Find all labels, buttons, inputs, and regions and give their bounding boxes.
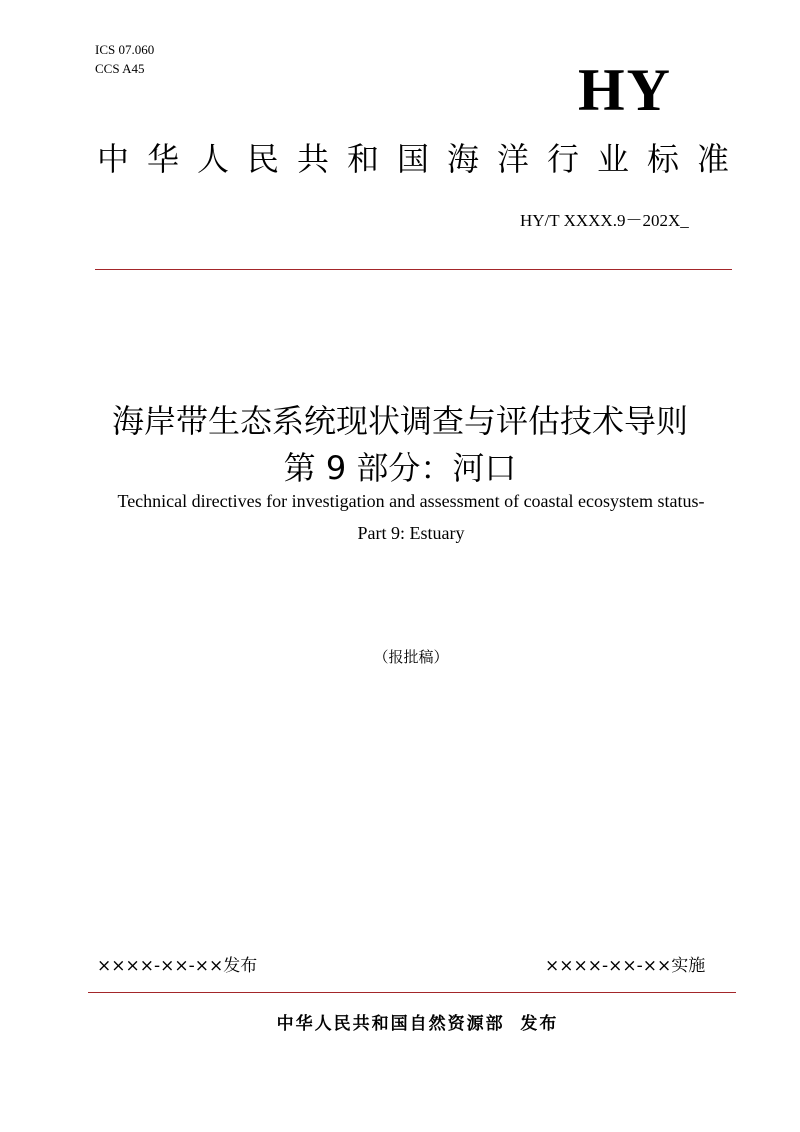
ics-code: ICS 07.060 bbox=[95, 42, 155, 57]
top-divider bbox=[95, 269, 732, 270]
ccs-code: CCS A45 bbox=[95, 61, 145, 76]
issuer: 中华人民共和国自然资源部 发布 bbox=[276, 1014, 559, 1034]
standard-category-title: 中华人民共和国海洋行业标准 bbox=[97, 140, 748, 178]
implementation-date: ××××-××-××实施 bbox=[545, 956, 706, 976]
issue-date: ××××-××-××发布 bbox=[97, 956, 258, 976]
title-cn-line-2: 第 9 部分：河口 bbox=[283, 449, 517, 487]
draft-status: （报批稿） bbox=[373, 648, 449, 666]
bottom-divider bbox=[88, 992, 736, 993]
title-cn-line-1: 海岸带生态系统现状调查与评估技术导则 bbox=[111, 402, 688, 440]
hy-logo: HY bbox=[578, 57, 672, 123]
title-en-line-1: Technical directives for investigation and assessment of coastal ecosystem status- bbox=[117, 491, 705, 511]
standard-code: HY/T XXXX.9－202X_ bbox=[520, 211, 689, 230]
title-en-line-2: Part 9: Estuary bbox=[357, 523, 465, 543]
